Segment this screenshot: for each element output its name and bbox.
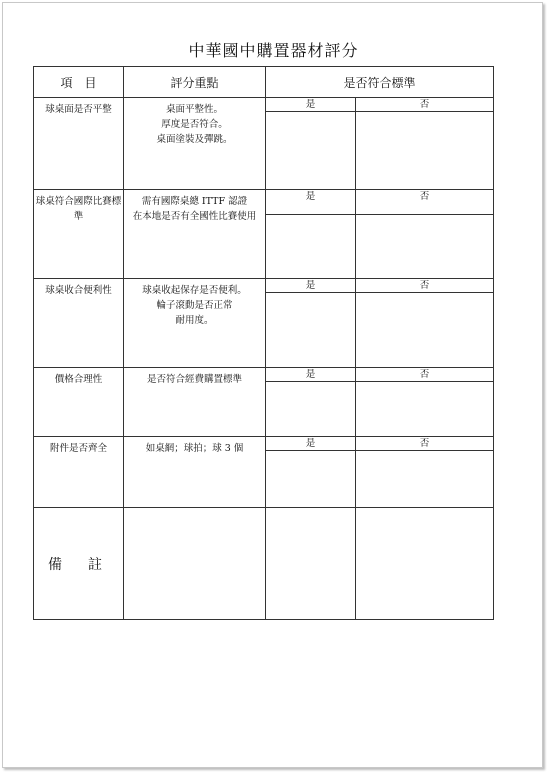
focus-cell	[124, 98, 266, 190]
no-label: 否	[356, 437, 494, 451]
focus-cell	[124, 368, 266, 437]
page-title: 中華國中購置器材評分	[188, 41, 359, 60]
evaluation-table	[33, 66, 494, 620]
focus-line: 耐用度。	[175, 315, 214, 326]
no-label: 否	[356, 279, 494, 293]
focus-line: 桌面平整性。	[165, 104, 223, 115]
remarks-char: 備	[48, 556, 62, 573]
no-label: 否	[356, 98, 494, 112]
table-row	[34, 437, 494, 451]
yes-mark-cell[interactable]	[266, 451, 356, 508]
no-mark-cell[interactable]	[356, 382, 494, 437]
remarks-cell[interactable]	[356, 508, 494, 620]
no-mark-cell[interactable]	[356, 451, 494, 508]
focus-cell	[124, 437, 266, 508]
header-criteria: 是否符合標準	[266, 67, 494, 98]
header-item: 項 目	[34, 67, 124, 98]
table-row	[34, 190, 494, 215]
remarks-row	[34, 508, 494, 620]
no-mark-cell[interactable]	[356, 215, 494, 279]
focus-line: 桌面塗裝及彈跳。	[156, 134, 233, 145]
focus-cell	[124, 279, 266, 368]
focus-line: 如桌網；球拍；球 3 個	[145, 443, 244, 454]
focus-line: 球桌收起保存是否便利。	[142, 285, 247, 296]
item-cell: 球桌符合國際比賽標準	[34, 190, 124, 279]
item-cell: 附件是否齊全	[34, 437, 124, 508]
focus-line: 厚度是否符合。	[161, 119, 228, 130]
focus-line: 是否符合經費購置標準	[146, 374, 242, 385]
focus-line: 在本地是否有全國性比賽使用	[132, 211, 257, 222]
remarks-label	[34, 508, 124, 620]
no-mark-cell[interactable]	[356, 112, 494, 190]
yes-mark-cell[interactable]	[266, 293, 356, 368]
focus-line: 需有國際桌總 ITTF 認證	[141, 196, 248, 207]
table-row	[34, 98, 494, 112]
table-row	[34, 368, 494, 382]
yes-label: 是	[266, 279, 356, 293]
yes-label: 是	[266, 368, 356, 382]
yes-label: 是	[266, 98, 356, 112]
yes-mark-cell[interactable]	[266, 215, 356, 279]
no-label: 否	[356, 190, 494, 215]
no-mark-cell[interactable]	[356, 293, 494, 368]
remarks-char: 註	[88, 556, 102, 573]
yes-label: 是	[266, 190, 356, 215]
remarks-cell[interactable]	[124, 508, 266, 620]
table-row	[34, 279, 494, 293]
yes-mark-cell[interactable]	[266, 382, 356, 437]
no-label: 否	[356, 368, 494, 382]
yes-mark-cell[interactable]	[266, 112, 356, 190]
focus-cell	[124, 190, 266, 279]
focus-line: 輪子滾動是否正常	[156, 300, 233, 311]
item-cell: 球桌面是否平整	[34, 98, 124, 190]
header-focus: 評分重點	[124, 67, 266, 98]
yes-label: 是	[266, 437, 356, 451]
remarks-cell[interactable]	[266, 508, 356, 620]
item-cell: 價格合理性	[34, 368, 124, 437]
item-cell: 球桌收合便利性	[34, 279, 124, 368]
header-row	[34, 67, 494, 98]
